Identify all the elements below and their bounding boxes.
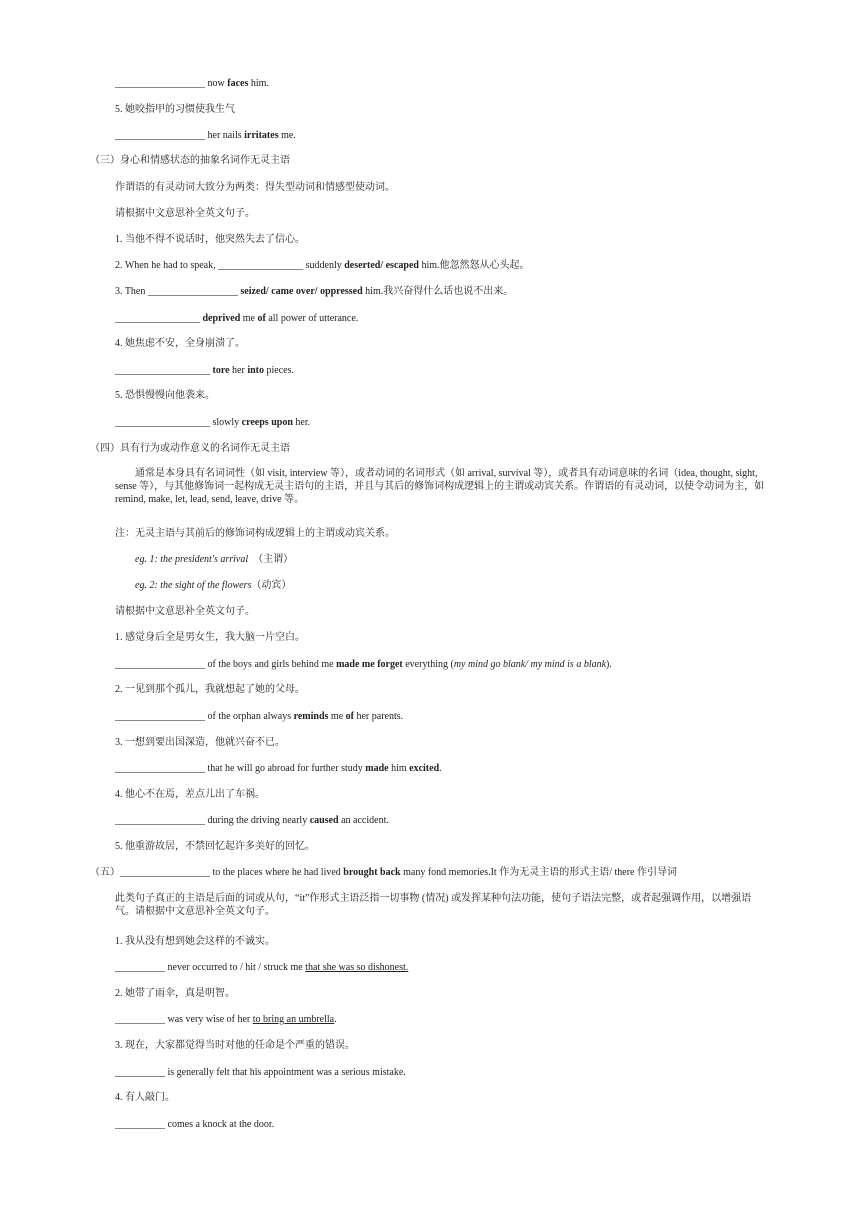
- text-line: 1. 我从没有想到她会这样的不诚实。: [115, 936, 275, 947]
- text-line: 通常是本身具有名词词性（如 visit, interview 等），或者动词的名词形式（如 arrival, survival 等），或者具有动词意味的名词（idea, thought, sight, sense 等），与其他修饰词一起构成无灵主语句的主语，并且与其后的修饰词构成逻辑上的主谓或动宾关系。作谓语的有灵动词，以使令动词为主，如 remind, make, let, lead, send, leave, drive 等。: [115, 468, 765, 505]
- text-line: （四）具有行为或动作意义的名词作无灵主语: [90, 443, 290, 454]
- text-line: __________ never occurred to / hit / struck me that she was so dishonest.: [115, 962, 409, 973]
- text-line: 2. 她带了雨伞，真是明智。: [115, 988, 235, 999]
- text-line: eg. 2: the sight of the flowers（动宾）: [135, 580, 292, 591]
- text-line: 2. When he had to speak, _________________ suddenly deserted/ escaped him.他忽然怒从心头起。: [115, 260, 530, 271]
- text-line: __________ comes a knock at the door.: [115, 1119, 275, 1130]
- text-line: 5. 她咬指甲的习惯使我生气: [115, 104, 235, 115]
- text-line: 4. 她焦虑不安，全身崩溃了。: [115, 338, 245, 349]
- text-line: ___________________ slowly creeps upon her.: [115, 417, 311, 428]
- text-line: 5. 恐惧慢慢向他袭来。: [115, 390, 215, 401]
- text-line: （五）__________________ to the places where he had lived brought back many fond memories.It 作为无灵主语的形式主语/ there 作引导词: [90, 867, 677, 878]
- text-line: eg. 1: the president's arrival （主谓）: [135, 554, 294, 565]
- text-line: 作谓语的有灵动词大致分为两类：得失型动词和情感型使动词。: [115, 182, 395, 193]
- text-line: 注：无灵主语与其前后的修饰词构成逻辑上的主谓或动宾关系。: [115, 528, 395, 539]
- text-line: （三）身心和情感状态的抽象名词作无灵主语: [90, 155, 290, 166]
- text-line: _________________ deprived me of all power of utterance.: [115, 313, 359, 324]
- text-line: 请根据中文意思补全英文句子。: [115, 606, 255, 617]
- text-line: 3. Then __________________ seized/ came over/ oppressed him.我兴奋得什么话也说不出来。: [115, 286, 514, 297]
- text-line: 4. 有人敲门。: [115, 1092, 175, 1103]
- text-line: 2. 一见到那个孤儿，我就想起了她的父母。: [115, 684, 305, 695]
- text-line: 1. 当他不得不说话时，他突然失去了信心。: [115, 234, 305, 245]
- text-line: 请根据中文意思补全英文句子。: [115, 208, 255, 219]
- text-line: __________________ during the driving nearly caused an accident.: [115, 815, 389, 826]
- text-line: __________________ now faces him.: [115, 78, 269, 89]
- text-line: 1. 感觉身后全是男女生，我大脑一片空白。: [115, 632, 305, 643]
- text-line: 5. 他重游故居，不禁回忆起许多美好的回忆。: [115, 841, 315, 852]
- text-line: 4. 他心不在焉，差点儿出了车祸。: [115, 789, 265, 800]
- text-line: __________ is generally felt that his appointment was a serious mistake.: [115, 1067, 406, 1078]
- text-line: __________ was very wise of her to bring an umbrella.: [115, 1014, 337, 1025]
- text-line: __________________ her nails irritates me.: [115, 130, 296, 141]
- text-line: 此类句子真正的主语是后面的词或从句，“it”作形式主语泛指一切事物 (情况) 或发挥某种句法功能，使句子语法完整，或者起强调作用，以增强语气。请根据中文意思补全英文句子。: [115, 893, 752, 917]
- text-line: ___________________ tore her into pieces.: [115, 365, 294, 376]
- text-line: 3. 现在，大家都觉得当时对他的任命是个严重的错误。: [115, 1040, 355, 1051]
- text-line: __________________ that he will go abroad for further study made him excited.: [115, 763, 442, 774]
- text-line: 3. 一想到要出国深造，他就兴奋不已。: [115, 737, 285, 748]
- text-line: __________________ of the boys and girls behind me made me forget everything (my mind go blank/ my mind is a blank).: [115, 659, 612, 670]
- text-line: __________________ of the orphan always reminds me of her parents.: [115, 711, 404, 722]
